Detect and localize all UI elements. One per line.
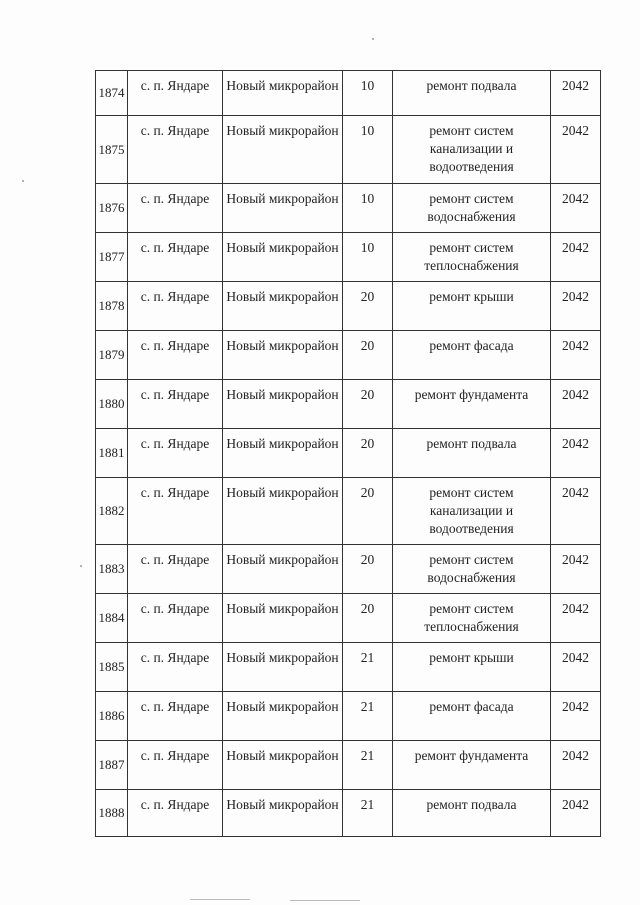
year-cell: 2042 [551,233,601,282]
row-number: 1887 [96,741,128,790]
settlement-cell: с. п. Яндаре [128,116,223,184]
settlement-cell: с. п. Яндаре [128,643,223,692]
table-row [96,545,601,594]
table-row [96,790,601,837]
row-number: 1883 [96,545,128,594]
table-row [96,184,601,233]
row-number: 1877 [96,233,128,282]
settlement-cell: с. п. Яндаре [128,429,223,478]
settlement-cell: с. п. Яндаре [128,790,223,837]
settlement-cell: с. п. Яндаре [128,594,223,643]
scan-artifact-line [290,900,360,901]
street-cell: Новый микрорайон [223,692,343,741]
house-number-cell: 20 [343,429,393,478]
house-number-cell: 21 [343,790,393,837]
house-number-cell: 21 [343,643,393,692]
table-row [96,594,601,643]
street-cell: Новый микрорайон [223,741,343,790]
work-type-cell: ремонт фасада [393,331,551,380]
table-row [96,71,601,116]
settlement-cell: с. п. Яндаре [128,545,223,594]
table-body [96,71,601,837]
row-number: 1875 [96,116,128,184]
work-type-cell: ремонт подвала [393,429,551,478]
table-row [96,478,601,545]
work-type-cell: ремонт подвала [393,71,551,116]
row-number: 1885 [96,643,128,692]
scan-speck [22,180,24,182]
work-type-cell: ремонт систем теплоснабжения [393,594,551,643]
scan-speck [372,38,374,40]
scan-artifact-line [190,899,250,900]
year-cell: 2042 [551,594,601,643]
year-cell: 2042 [551,692,601,741]
year-cell: 2042 [551,429,601,478]
table-row [96,692,601,741]
table-row [96,116,601,184]
work-type-cell: ремонт систем канализации и водоотведения [393,116,551,184]
street-cell: Новый микрорайон [223,282,343,331]
work-type-cell: ремонт фундамента [393,380,551,429]
house-number-cell: 20 [343,282,393,331]
settlement-cell: с. п. Яндаре [128,741,223,790]
row-number: 1874 [96,71,128,116]
settlement-cell: с. п. Яндаре [128,380,223,429]
table-row [96,741,601,790]
settlement-cell: с. п. Яндаре [128,331,223,380]
street-cell: Новый микрорайон [223,429,343,478]
work-type-cell: ремонт подвала [393,790,551,837]
house-number-cell: 21 [343,741,393,790]
row-number: 1884 [96,594,128,643]
house-number-cell: 20 [343,331,393,380]
house-number-cell: 10 [343,71,393,116]
year-cell: 2042 [551,790,601,837]
house-number-cell: 20 [343,594,393,643]
street-cell: Новый микрорайон [223,233,343,282]
house-number-cell: 20 [343,380,393,429]
work-type-cell: ремонт систем теплоснабжения [393,233,551,282]
work-type-cell: ремонт крыши [393,282,551,331]
work-type-cell: ремонт фундамента [393,741,551,790]
year-cell: 2042 [551,116,601,184]
house-number-cell: 10 [343,116,393,184]
year-cell: 2042 [551,331,601,380]
row-number: 1878 [96,282,128,331]
row-number: 1876 [96,184,128,233]
street-cell: Новый микрорайон [223,184,343,233]
scan-speck [80,565,82,567]
street-cell: Новый микрорайон [223,643,343,692]
street-cell: Новый микрорайон [223,380,343,429]
street-cell: Новый микрорайон [223,594,343,643]
work-type-cell: ремонт систем канализации и водоотведения [393,478,551,545]
house-number-cell: 10 [343,233,393,282]
table-row [96,282,601,331]
table-row [96,643,601,692]
row-number: 1882 [96,478,128,545]
street-cell: Новый микрорайон [223,116,343,184]
settlement-cell: с. п. Яндаре [128,478,223,545]
row-number: 1888 [96,790,128,837]
settlement-cell: с. п. Яндаре [128,692,223,741]
year-cell: 2042 [551,282,601,331]
street-cell: Новый микрорайон [223,331,343,380]
street-cell: Новый микрорайон [223,545,343,594]
street-cell: Новый микрорайон [223,71,343,116]
work-type-cell: ремонт фасада [393,692,551,741]
house-number-cell: 20 [343,545,393,594]
row-number: 1881 [96,429,128,478]
table-row [96,429,601,478]
year-cell: 2042 [551,741,601,790]
house-number-cell: 21 [343,692,393,741]
table-row [96,233,601,282]
year-cell: 2042 [551,478,601,545]
work-type-cell: ремонт систем водоснабжения [393,545,551,594]
year-cell: 2042 [551,643,601,692]
settlement-cell: с. п. Яндаре [128,282,223,331]
settlement-cell: с. п. Яндаре [128,233,223,282]
year-cell: 2042 [551,380,601,429]
house-number-cell: 10 [343,184,393,233]
table-row [96,331,601,380]
work-type-cell: ремонт крыши [393,643,551,692]
row-number: 1879 [96,331,128,380]
house-number-cell: 20 [343,478,393,545]
year-cell: 2042 [551,71,601,116]
year-cell: 2042 [551,545,601,594]
street-cell: Новый микрорайон [223,478,343,545]
row-number: 1880 [96,380,128,429]
settlement-cell: с. п. Яндаре [128,71,223,116]
settlement-cell: с. п. Яндаре [128,184,223,233]
work-type-cell: ремонт систем водоснабжения [393,184,551,233]
year-cell: 2042 [551,184,601,233]
repair-schedule-table [95,70,601,837]
row-number: 1886 [96,692,128,741]
table-row [96,380,601,429]
street-cell: Новый микрорайон [223,790,343,837]
